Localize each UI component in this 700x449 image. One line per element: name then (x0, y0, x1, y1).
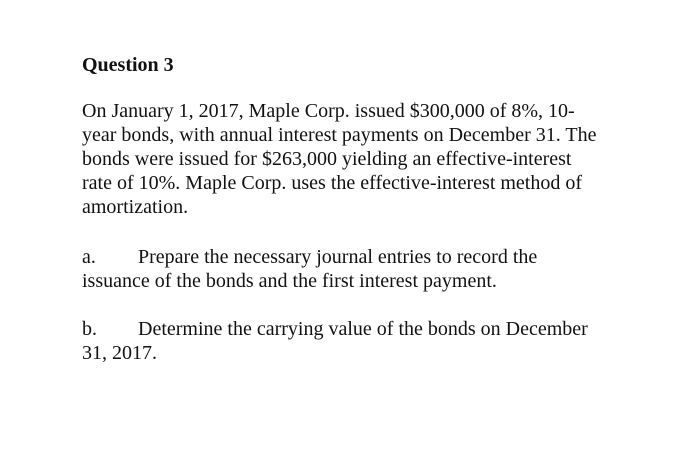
paragraph-line-4: rate of 10%. Maple Corp. uses the effective-interest method of (82, 172, 583, 194)
item-a-text: Prepare the necessary journal entries to record the (138, 246, 538, 268)
item-a-letter: a. (82, 246, 96, 268)
paragraph-line-2: year bonds, with annual interest payments on December 31. The (82, 124, 597, 146)
item-b-text: Determine the carrying value of the bonds on December (138, 318, 588, 340)
item-b-first-line (82, 317, 588, 341)
paragraph-line-3: bonds were issued for $263,000 yielding an effective-interest (82, 148, 572, 170)
item-b-second-line: 31, 2017. (82, 342, 157, 364)
paragraph-line-1: On January 1, 2017, Maple Corp. issued $300,000 of 8%, 10- (82, 100, 575, 122)
item-a-second-line: issuance of the bonds and the first interest payment. (82, 270, 497, 292)
item-b-letter: b. (82, 318, 97, 340)
question-title: Question 3 (82, 54, 174, 76)
paragraph-line-5: amortization. (82, 196, 189, 218)
item-a-first-line (82, 245, 537, 269)
